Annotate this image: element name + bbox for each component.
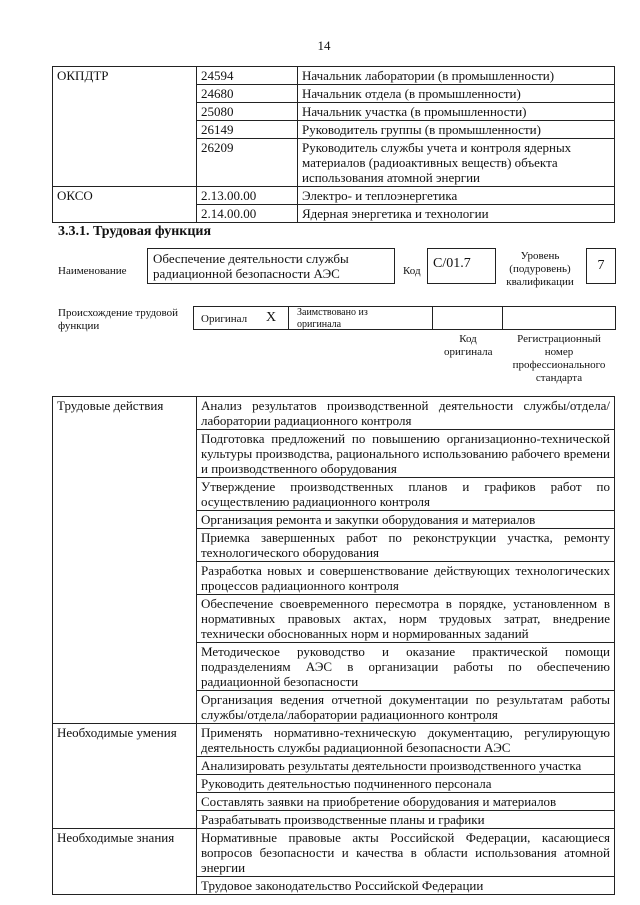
function-row [53, 397, 615, 430]
group-item: Подготовка предложений по повышению организационно-технической культуры производства, рационального использованию рабочего времени и производственного оборудования [197, 430, 615, 478]
group-label: Необходимые умения [53, 724, 197, 829]
origin-borrowed-cell [288, 306, 433, 330]
group-item: Трудовое законодательство Российской Федерации [197, 877, 615, 895]
level-label: Уровень (подуровень) квалификации [506, 250, 574, 288]
group-item: Обеспечение своевременного пересмотра в порядке, установленном в нормативных правовых актах, норм трудовых затрат, внедрение технически обоснованных норм и нормированных заданий [197, 595, 615, 643]
code-row [53, 67, 615, 85]
function-code: С/01.7 [433, 256, 471, 271]
code-cell: 26209 [197, 139, 298, 187]
group-item: Организация ведения отчетной документации по результатам работы службы/отдела/лаборатории радиационного контроля [197, 691, 615, 724]
code-name-cell: Начальник отдела (в промышленности) [298, 85, 615, 103]
function-code-box [427, 248, 496, 284]
code-name-cell: Начальник участка (в промышленности) [298, 103, 615, 121]
group-item: Приемка завершенных работ по реконструкции участка, ремонту технологического оборудования [197, 529, 615, 562]
original-label: Оригинал [201, 313, 248, 325]
code-name-cell: Руководитель службы учета и контроля ядерных материалов (радиоактивных веществ) объекта использования атомной энергии [298, 139, 615, 187]
origin-reg-cell [502, 306, 616, 330]
code-cell: 25080 [197, 103, 298, 121]
group-item: Утверждение производственных планов и графиков работ по осуществлению радиационного контроля [197, 478, 615, 511]
function-name-box [147, 248, 395, 284]
code-cell: 2.14.00.00 [197, 205, 298, 223]
code-name-cell: Руководитель группы (в промышленности) [298, 121, 615, 139]
original-mark: X [266, 310, 277, 325]
reg-number-label: Регистрационный номер профессионального стандарта [512, 333, 606, 384]
code-row [53, 187, 615, 205]
borrowed-label: Заимствовано из оригинала [297, 307, 368, 330]
group-item: Анализировать результаты деятельности производственного участка [197, 757, 615, 775]
code-original-label: Код оригинала [444, 333, 493, 358]
origin-code-cell [432, 306, 503, 330]
group-item: Организация ремонта и закупки оборудования и материалов [197, 511, 615, 529]
code-cell: 24680 [197, 85, 298, 103]
functions-table [52, 396, 615, 895]
name-label: Наименование [58, 265, 127, 277]
group-item: Руководить деятельностью подчиненного персонала [197, 775, 615, 793]
group-item: Анализ результатов производственной деятельности службы/отдела/лаборатории радиационного контроля [197, 397, 615, 430]
level-box [586, 248, 616, 284]
code-name-cell: Электро- и теплоэнергетика [298, 187, 615, 205]
classifier-name: ОКПДТР [53, 67, 197, 187]
group-label: Необходимые знания [53, 829, 197, 895]
section-title: 3.3.1. Трудовая функция [58, 224, 212, 239]
classifier-name: ОКСО [53, 187, 197, 223]
function-row [53, 829, 615, 877]
group-item: Применять нормативно-техническую документацию, регулирующую деятельность службы радиационной безопасности АЭС [197, 724, 615, 757]
code-cell: 26149 [197, 121, 298, 139]
code-name-cell: Ядерная энергетика и технологии [298, 205, 615, 223]
code-cell: 24594 [197, 67, 298, 85]
code-label: Код [403, 265, 421, 277]
group-item: Составлять заявки на приобретение оборудования и материалов [197, 793, 615, 811]
code-cell: 2.13.00.00 [197, 187, 298, 205]
page-number: 14 [317, 38, 331, 53]
group-item: Разработка новых и совершенствование действующих технологических процессов радиационного контроля [197, 562, 615, 595]
group-label: Трудовые действия [53, 397, 197, 724]
codes-table [52, 66, 615, 223]
origin-label: Происхождение трудовой функции [58, 307, 179, 332]
function-row [53, 724, 615, 757]
group-item: Нормативные правовые акты Российской Федерации, касающиеся вопросов безопасности и качества в области использования атомной энергии [197, 829, 615, 877]
group-item: Методическое руководство и оказание практической помощи подразделениям АЭС в организации работы по обеспечению радиационной безопасности [197, 643, 615, 691]
group-item: Разрабатывать производственные планы и графики [197, 811, 615, 829]
code-name-cell: Начальник лаборатории (в промышленности) [298, 67, 615, 85]
function-name: Обеспечение деятельности службы радиационной безопасности АЭС [153, 251, 349, 281]
origin-original-cell [193, 306, 289, 330]
level-value: 7 [597, 258, 605, 273]
